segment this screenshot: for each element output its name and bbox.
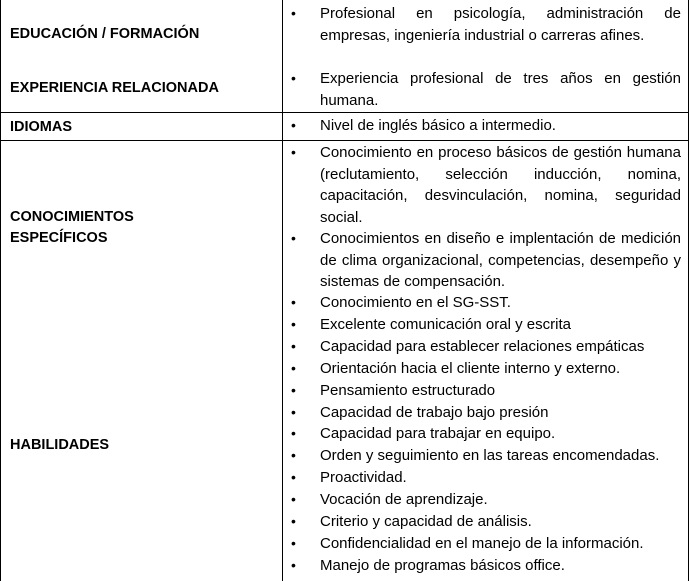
list-item [291,489,681,511]
list-item-text: Orden y seguimiento en las tareas encomendadas. [320,447,660,464]
list-item-text: Proactividad. [320,469,407,486]
list-item-text: Conocimientos en diseño e implentación de medición de clima organizacional, competencias, desempeño y sistemas de compensación. [320,230,681,291]
list-item [291,314,681,336]
bullet-icon: • [291,117,296,133]
list-item-text: Conocimiento en proceso básicos de gestión humana (reclutamiento, selección inducción, nomina, capacitación, desvinculación, nomina, seguridad social. [320,144,681,226]
list-item-text: Capacidad para trabajar en equipo. [320,425,556,442]
bullet-icon: • [291,447,296,463]
list-item-text: Experiencia profesional de tres años en gestión humana. [320,70,681,109]
bullet-icon: • [291,5,296,21]
education-label: EDUCACIÓN / FORMACIÓN [10,26,200,42]
bullet-icon: • [291,491,296,507]
list-item [291,68,681,112]
list-item-text: Excelente comunicación oral y escrita [320,316,571,333]
list-item-text: Nivel de inglés básico a intermedio. [320,117,556,134]
list-item [291,228,681,294]
bullet-icon: • [291,425,296,441]
list-item-text: Confidencialidad en el manejo de la información. [320,535,644,552]
list-item-text: Conocimiento en el SG-SST. [320,294,511,311]
list-item-text: Vocación de aprendizaje. [320,491,488,508]
list-item-text: Capacidad para establecer relaciones empáticas [320,338,645,355]
skills-label: HABILIDADES [10,437,110,453]
list-item-text: Orientación hacia el cliente interno y externo. [320,360,621,377]
list-item [291,358,681,380]
list-item [291,511,681,533]
list-item [291,142,681,229]
bullet-icon: • [291,382,296,398]
experience-label: EXPERIENCIA RELACIONADA [10,80,219,96]
bullet-icon: • [291,316,296,332]
row-divider [0,112,689,113]
list-item [291,555,681,577]
row-divider [0,140,689,141]
list-item-text: Manejo de programas básicos office. [320,557,565,574]
table-border-right [688,0,689,581]
bullet-icon: • [291,404,296,420]
bullet-icon: • [291,557,296,573]
list-item [291,402,681,424]
list-item-text: Criterio y capacidad de análisis. [320,513,532,530]
bullet-icon: • [291,70,296,86]
list-item [291,3,681,47]
list-item [291,423,681,445]
bullet-icon: • [291,338,296,354]
table-border-left [0,0,1,581]
bullet-icon: • [291,469,296,485]
bullet-icon: • [291,230,296,246]
list-item [291,115,681,137]
knowledge-label-line2: ESPECÍFICOS [10,230,108,246]
list-item-text: Pensamiento estructurado [320,382,496,399]
knowledge-label-line1: CONOCIMIENTOS [10,209,134,225]
list-item [291,445,681,467]
bullet-icon: • [291,144,296,160]
bullet-icon: • [291,535,296,551]
bullet-icon: • [291,513,296,529]
list-item [291,336,681,358]
table-column-divider [282,0,283,581]
list-item-text: Capacidad de trabajo bajo presión [320,404,549,421]
list-item-text: Profesional en psicología, administración de empresas, ingeniería industrial o carreras afines. [320,5,681,44]
bullet-icon: • [291,294,296,310]
list-item [291,292,681,314]
bullet-icon: • [291,360,296,376]
list-item [291,533,681,555]
list-item [291,380,681,402]
list-item [291,467,681,489]
languages-label: IDIOMAS [10,119,73,135]
